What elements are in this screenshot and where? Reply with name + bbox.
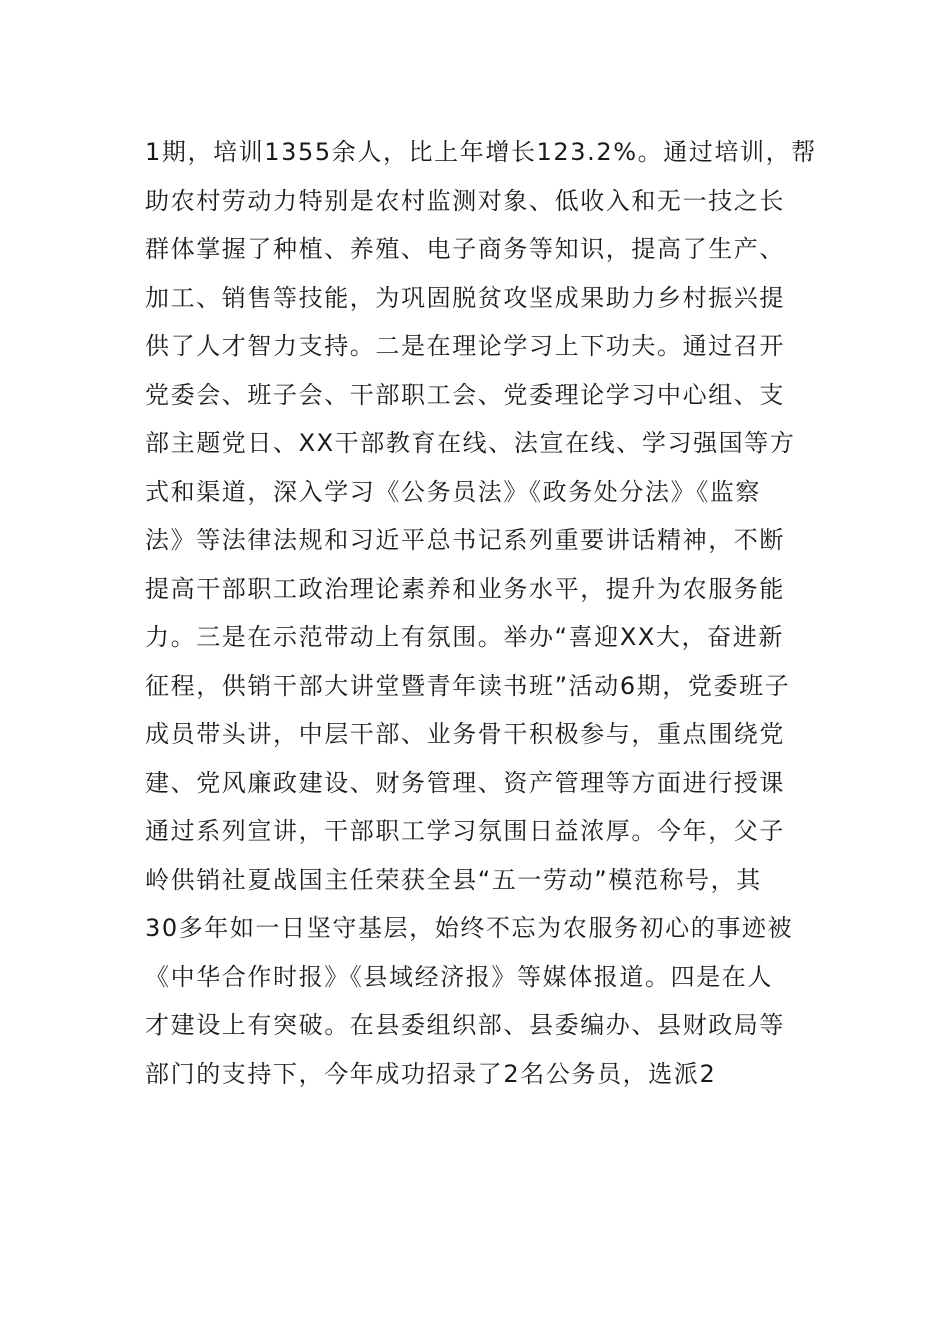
text-line: 《中华合作时报》《县域经济报》等媒体报道。四是在人 <box>145 962 773 991</box>
text-line: 30多年如一日坚守基层，始终不忘为农服务初心的事迹被 <box>145 914 794 942</box>
text-line: 建、党风廉政建设、财务管理、资产管理等方面进行授课 <box>145 768 785 797</box>
document-body <box>145 128 817 1098</box>
text-line: 力。三是在示范带动上有氛围。举办“喜迎XX大，奋进新 <box>145 623 784 651</box>
text-line: 式和渠道，深入学习《公务员法》《政务处分法》《监察 <box>145 477 761 506</box>
text-line: 部主题党日、XX干部教育在线、法宣在线、学习强国等方 <box>145 429 796 457</box>
text-line: 1期，培训1355余人，比上年增长123.2%。通过培训，帮 <box>145 138 817 166</box>
text-line: 群体掌握了种植、养殖、电子商务等知识，提高了生产、 <box>145 235 785 263</box>
text-line: 法》等法律法规和习近平总书记系列重要讲话精神，不断 <box>145 526 785 554</box>
text-line: 岭供销社夏战国主任荣获全县“五一劳动”模范称号，其 <box>145 865 762 894</box>
text-line: 助农村劳动力特别是农村监测对象、低收入和无一技之长 <box>145 186 785 215</box>
text-line: 供了人才智力支持。二是在理论学习上下功夫。通过召开 <box>145 332 785 360</box>
text-line: 征程，供销干部大讲堂暨青年读书班”活动6期，党委班子 <box>145 671 791 700</box>
text-line: 成员带头讲，中层干部、业务骨干积极参与，重点围绕党 <box>145 720 785 748</box>
text-line: 通过系列宣讲，干部职工学习氛围日益浓厚。今年，父子 <box>145 817 785 845</box>
text-line: 党委会、班子会、干部职工会、党委理论学习中心组、支 <box>145 380 785 409</box>
text-line: 部门的支持下，今年成功招录了2名公务员，选派2 <box>145 1059 717 1088</box>
text-line: 加工、销售等技能，为巩固脱贫攻坚成果助力乡村振兴提 <box>145 283 785 312</box>
text-line: 提高干部职工政治理论素养和业务水平，提升为农服务能 <box>145 574 785 603</box>
text-line: 才建设上有突破。在县委组织部、县委编办、县财政局等 <box>145 1011 785 1039</box>
